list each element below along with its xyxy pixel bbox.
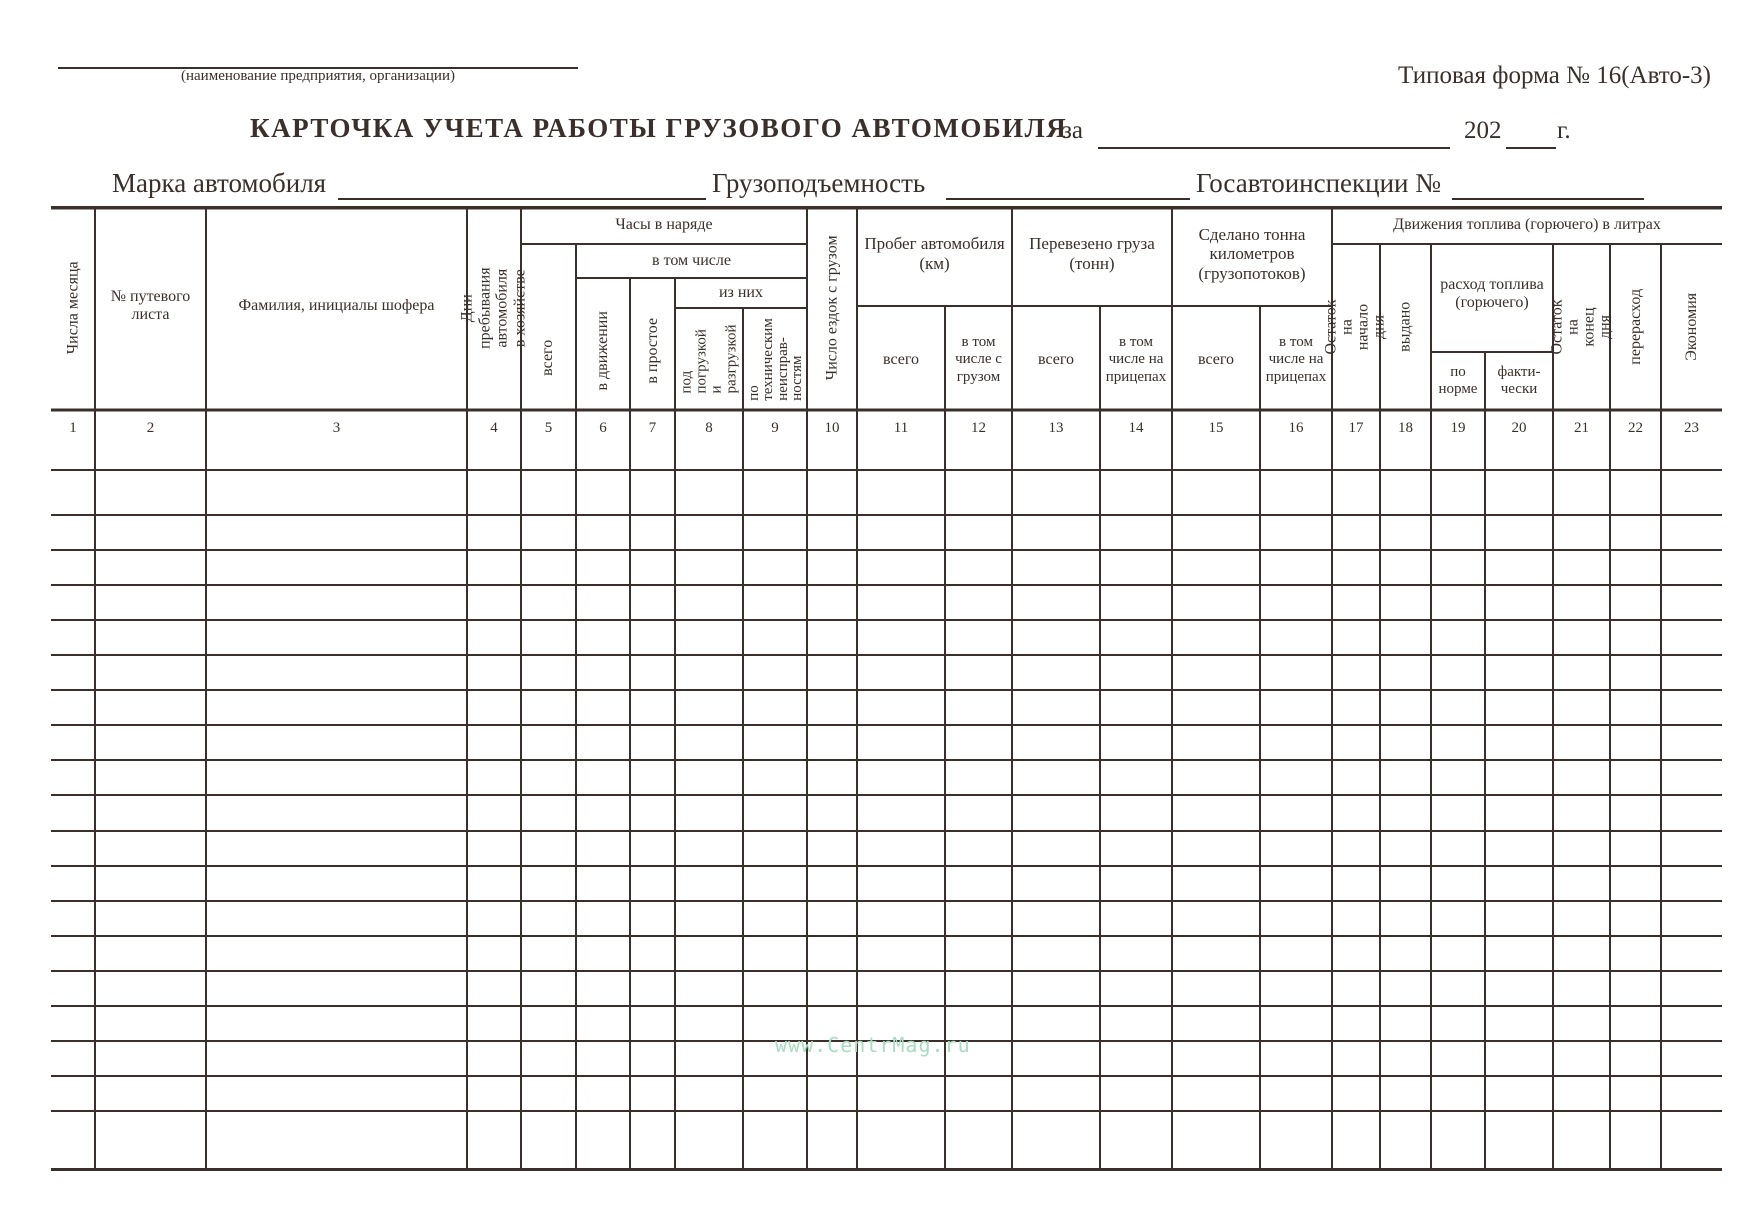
year-prefix: 202 [1464, 117, 1502, 144]
capacity-blank[interactable] [946, 198, 1190, 200]
col-6-header: в движении [594, 311, 612, 391]
column-number: 20 [1511, 420, 1527, 436]
col-14-header: в том числе на прицепах [1105, 334, 1167, 385]
col-19-header: по норме [1438, 363, 1478, 397]
column-number: 2 [146, 420, 155, 436]
col-18-header: выдано [1396, 301, 1414, 353]
work-record-table [51, 206, 1722, 1171]
car-brand-label: Марка автомобиля [112, 168, 327, 198]
col-23-header: Экономия [1682, 293, 1700, 361]
col-13-header: всего [1037, 350, 1075, 368]
col-22-header: перерасход [1626, 289, 1644, 365]
column-number: 10 [824, 420, 840, 436]
col-7-header: в простое [643, 318, 661, 384]
column-number: 21 [1574, 420, 1589, 436]
col-21-header: Остаток на конец дня [1548, 299, 1614, 355]
column-number: 17 [1348, 420, 1364, 436]
column-number: 5 [544, 420, 553, 436]
column-number: 3 [332, 420, 341, 436]
column-number: 11 [893, 420, 909, 436]
period-blank[interactable] [1098, 147, 1450, 149]
col-15-header: всего [1197, 350, 1235, 368]
year-suffix: г. [1557, 117, 1571, 144]
col-10-header: Число ездок с грузом [823, 235, 841, 381]
year-blank[interactable] [1506, 147, 1556, 149]
col-12-header: в том числе с грузом [955, 334, 1002, 385]
group-mileage: Пробег автомобиля (км) [864, 234, 1005, 273]
group-fuel-consumption: расход топлива (горючего) [1440, 275, 1544, 311]
title-za: за [1062, 117, 1083, 144]
capacity-label: Грузоподъемность [712, 168, 926, 198]
col-2-header: № путевого листа [110, 287, 191, 323]
col-3-header: Фамилия, инициалы шофера [238, 296, 435, 314]
group-hours: Часы в наряде [615, 215, 713, 233]
col-9-header: по техническим неисправ-ностям [745, 317, 805, 401]
col-11-header: всего [882, 350, 920, 368]
group-fuel: Движения топлива (горючего) в литрах [1393, 215, 1661, 233]
column-number: 19 [1450, 420, 1466, 436]
column-number: 14 [1128, 420, 1144, 436]
column-number: 9 [771, 420, 779, 436]
col-8-header: под погрузкой и разгрузкой [678, 324, 740, 394]
column-number: 12 [971, 420, 986, 436]
watermark: www.CentrMag.ru [775, 1033, 971, 1057]
group-tonkm: Сделано тонна километров (грузопотоков) [1198, 224, 1306, 283]
col-17-header: Остаток на начало дня [1323, 299, 1388, 355]
col-20-header: факти-чески [1497, 363, 1541, 397]
column-number: 15 [1208, 420, 1224, 436]
org-name-caption: (наименование предприятия, организации) [181, 68, 455, 84]
column-number: 8 [705, 420, 713, 436]
column-number: 4 [490, 420, 498, 436]
car-brand-blank[interactable] [338, 198, 706, 200]
column-number: 6 [599, 420, 607, 436]
inspection-label: Госавтоинспекции № [1196, 168, 1442, 198]
group-of-them: из них [718, 283, 763, 301]
col-1-header: Числа месяца [64, 261, 82, 355]
form-number: Типовая форма № 16(Авто-3) [1398, 62, 1711, 89]
group-cargo: Перевезено груза (тонн) [1029, 234, 1155, 273]
col-5-header: всего [539, 339, 557, 377]
group-including: в том числе [652, 251, 731, 269]
column-number: 7 [648, 420, 657, 436]
column-number: 13 [1048, 420, 1064, 436]
column-number: 16 [1288, 420, 1304, 436]
column-number: 23 [1684, 420, 1699, 436]
column-number: 22 [1628, 420, 1643, 436]
page-title: КАРТОЧКА УЧЕТА РАБОТЫ ГРУЗОВОГО АВТОМОБИЛЯ [250, 113, 1068, 143]
col-16-header: в том числе на прицепах [1265, 334, 1327, 385]
column-number: 1 [69, 420, 77, 436]
column-number: 18 [1398, 420, 1413, 436]
col-4-header: Дни пребывания автомобиля в хозяйстве [458, 267, 529, 349]
inspection-blank[interactable] [1452, 198, 1644, 200]
